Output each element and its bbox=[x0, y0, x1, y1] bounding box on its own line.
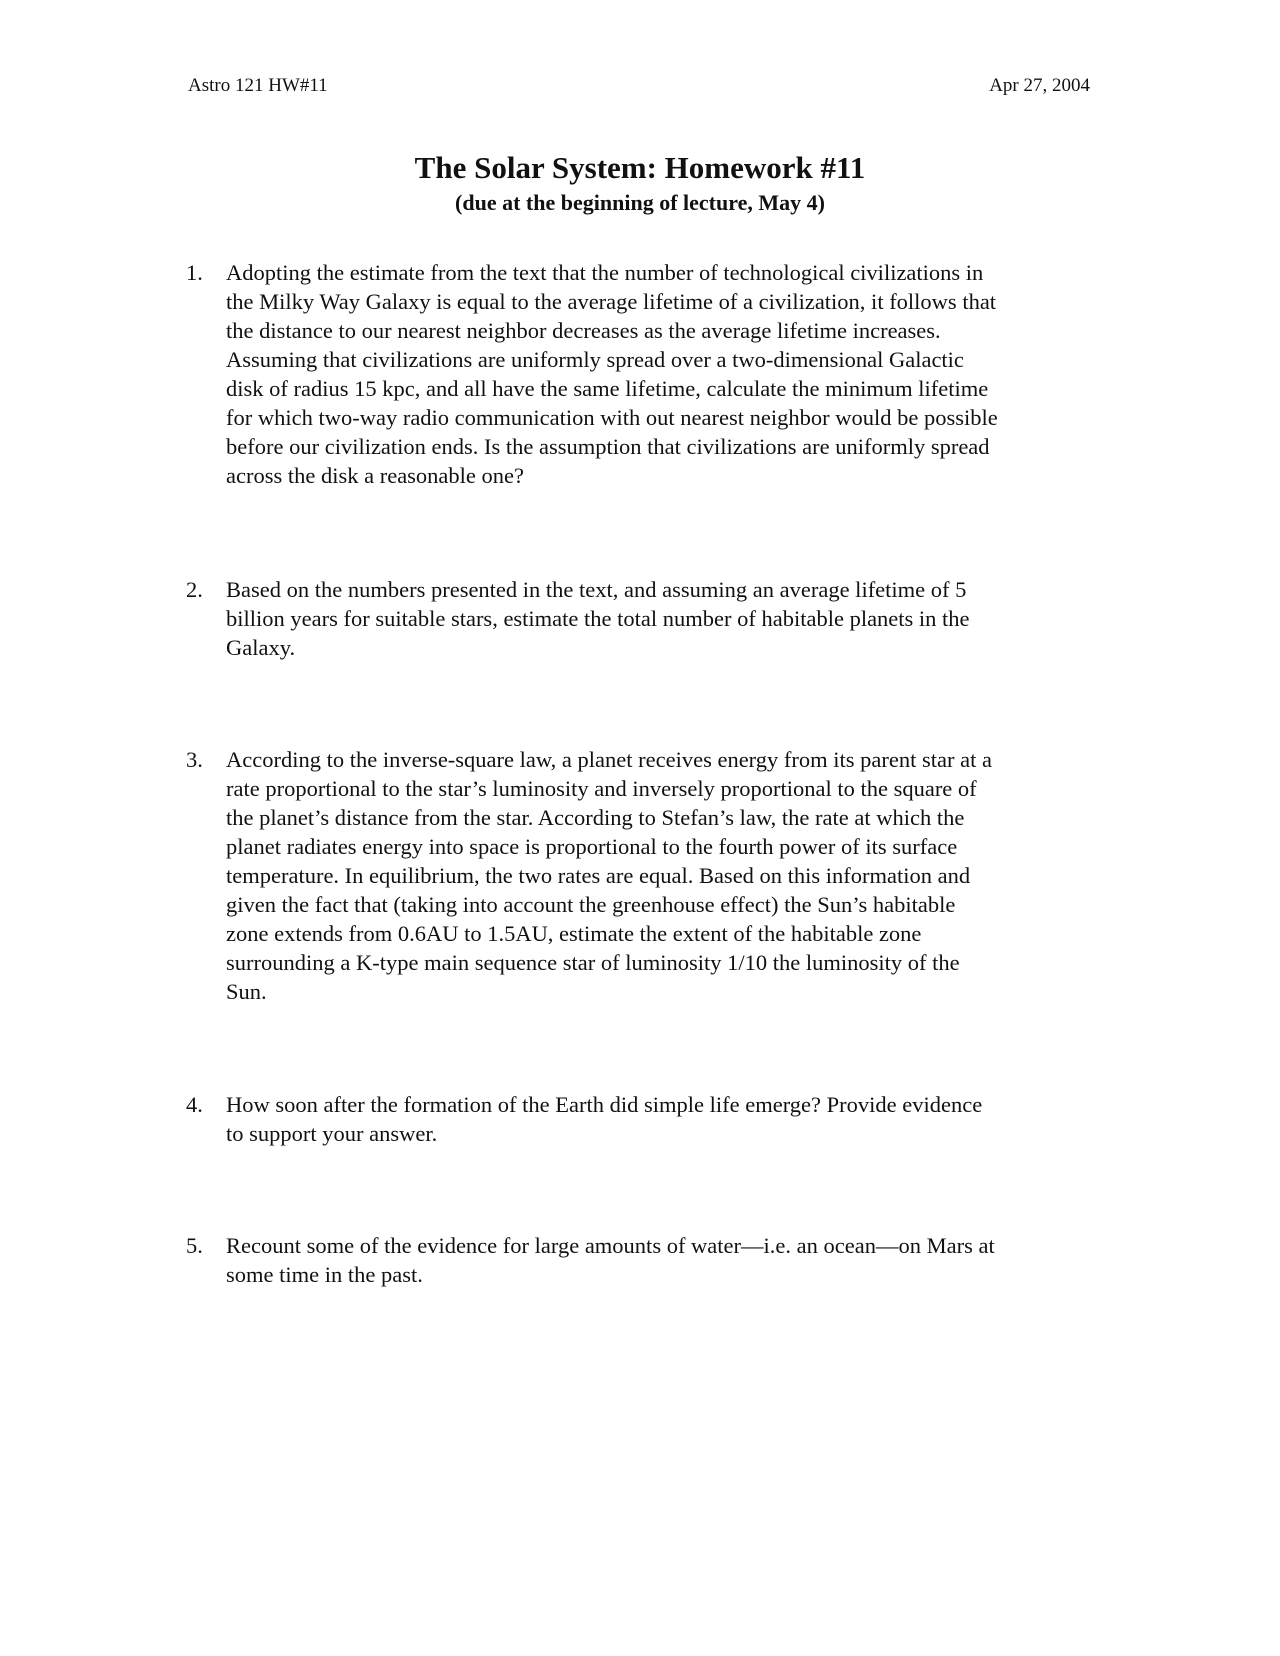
question-2 bbox=[186, 575, 1090, 662]
course-header: Astro 121 HW#11 bbox=[188, 75, 328, 96]
question-text: Based on the numbers presented in the text, and assuming an average lifetime of 5 billion years for suitable stars, estimate the total number of habitable planets in the Galaxy. bbox=[226, 577, 970, 660]
question-text: Adopting the estimate from the text that the number of technological civilizations in the Milky Way Galaxy is equal to the average lifetime of a civilization, it follows that the distance to our nearest neighbor decreases as the average lifetime increases. Assuming that civilizations are uniformly spread over a two-dimensional Galactic disk of radius 15 kpc, and all have the same lifetime, calculate the minimum lifetime for which two-way radio communication with out nearest neighbor would be possible before our civilization ends. Is the assumption that civilizations are uniformly spread across the disk a reasonable one? bbox=[226, 260, 998, 488]
date-header: Apr 27, 2004 bbox=[989, 75, 1090, 96]
question-text: Recount some of the evidence for large amounts of water—i.e. an ocean—on Mars at some time in the past. bbox=[226, 1233, 995, 1287]
question-text: How soon after the formation of the Earth did simple life emerge? Provide evidence to support your answer. bbox=[226, 1092, 983, 1146]
question-4 bbox=[186, 1090, 1090, 1148]
question-number: 3. bbox=[186, 747, 203, 772]
page-subtitle: (due at the beginning of lecture, May 4) bbox=[455, 190, 825, 215]
question-3 bbox=[186, 745, 1090, 1006]
question-1 bbox=[186, 258, 1090, 490]
page-title: The Solar System: Homework #11 bbox=[414, 150, 866, 185]
question-number: 2. bbox=[186, 577, 203, 602]
question-text: According to the inverse-square law, a planet receives energy from its parent star at a rate proportional to the star’s luminosity and inversely proportional to the square of the planet’s distance from the star. According to Stefan’s law, the rate at which the planet radiates energy into space is proportional to the fourth power of its surface temperature. In equilibrium, the two rates are equal. Based on this information and given the fact that (taking into account the greenhouse effect) the Sun’s habitable zone extends from 0.6AU to 1.5AU, estimate the extent of the habitable zone surrounding a K-type main sequence star of luminosity 1/10 the luminosity of the Sun. bbox=[226, 747, 992, 1004]
question-5 bbox=[186, 1231, 1090, 1289]
question-number: 5. bbox=[186, 1233, 203, 1258]
question-number: 1. bbox=[186, 260, 203, 285]
question-number: 4. bbox=[186, 1092, 203, 1117]
